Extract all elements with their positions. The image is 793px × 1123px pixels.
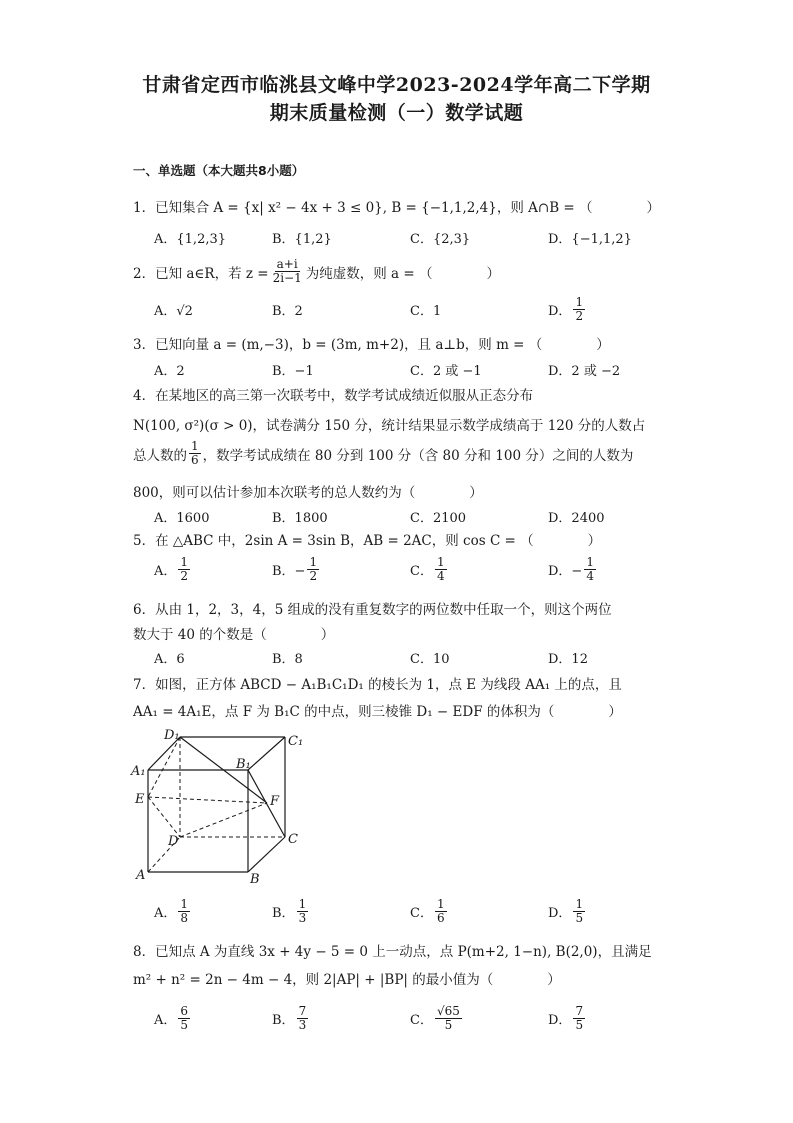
question-6-line2: 数大于 40 的个数是（ ） bbox=[133, 627, 335, 643]
q8-option-d-numerator: 7 bbox=[575, 1004, 584, 1018]
q5-option-d-fraction bbox=[584, 556, 596, 583]
q3-option-d[interactable]: D．2 或 −2 bbox=[548, 364, 621, 379]
question-5-text: 5．在 △ABC 中，2sin A = 3sin B，AB = 2AC，则 cos C = （ ） bbox=[133, 533, 602, 549]
question-1-options bbox=[0, 228, 793, 258]
question-4-line4: 800，则可以估计参加本次联考的总人数约为（ ） bbox=[133, 485, 483, 501]
q2-option-d[interactable] bbox=[548, 296, 587, 323]
q5-option-a-denominator: 2 bbox=[180, 569, 189, 583]
question-7-options bbox=[0, 898, 793, 928]
q3-option-a[interactable]: A．2 bbox=[154, 364, 185, 379]
question-5-options bbox=[0, 556, 793, 586]
q7-option-d-fraction bbox=[573, 898, 585, 925]
label-c: C bbox=[288, 832, 298, 847]
cube-figure bbox=[130, 725, 310, 890]
q1-option-d[interactable]: D．{−1,1,2} bbox=[548, 232, 632, 247]
q5-option-a-numerator: 1 bbox=[180, 555, 189, 569]
q5-option-a-label: A． bbox=[154, 564, 177, 579]
q7-option-b-numerator: 1 bbox=[298, 897, 307, 911]
label-a: A bbox=[136, 868, 146, 883]
q8-option-d-label: D． bbox=[548, 1013, 572, 1028]
q8-option-c-fraction bbox=[435, 1005, 462, 1032]
q8-option-c-label: C． bbox=[410, 1013, 433, 1028]
segment-d-f bbox=[180, 803, 267, 837]
label-b1: B₁ bbox=[236, 757, 251, 772]
q1-option-a[interactable]: A．{1,2,3} bbox=[154, 232, 227, 247]
label-d: D bbox=[168, 834, 179, 849]
segment-e-d bbox=[148, 797, 180, 837]
q5-option-c[interactable] bbox=[410, 556, 449, 583]
question-4-line1: 4．在某地区的高三第一次联考中，数学考试成绩近似服从正态分布 bbox=[133, 388, 534, 404]
q2-option-a[interactable]: A．√2 bbox=[154, 304, 193, 319]
q8-option-d[interactable] bbox=[548, 1005, 587, 1032]
q1-option-b[interactable]: B．{1,2} bbox=[272, 232, 332, 247]
q8-option-a-numerator: 6 bbox=[180, 1004, 189, 1018]
q8-option-b-numerator: 7 bbox=[298, 1004, 307, 1018]
q7-option-d-denominator: 5 bbox=[575, 911, 584, 925]
q2-option-d-label: D． bbox=[548, 304, 572, 319]
q8-option-a[interactable] bbox=[154, 1005, 192, 1032]
section-heading: 一、单选题（本大题共8小题） bbox=[133, 163, 305, 178]
q7-option-a-denominator: 8 bbox=[180, 911, 189, 925]
q7-option-b-fraction bbox=[297, 898, 309, 925]
q3-option-c[interactable]: C．2 或 −1 bbox=[410, 364, 482, 379]
question-1-text: 1．已知集合 A = {x| x² − 4x + 3 ≤ 0}, B = {−1,1,2,4}，则 A∩B = （ ） bbox=[133, 200, 661, 216]
q7-option-a[interactable] bbox=[154, 898, 192, 925]
label-d1: D₁ bbox=[164, 728, 180, 743]
edge-b-c bbox=[248, 837, 285, 872]
q2-option-d-denominator: 2 bbox=[575, 309, 584, 323]
label-c1: C₁ bbox=[288, 734, 304, 749]
q6-option-c[interactable]: C．10 bbox=[410, 652, 450, 667]
question-3-text: 3．已知向量 a = (m,−3)，b = (3m, m+2)，且 a⊥b，则 m = （ ） bbox=[133, 337, 610, 353]
q4-fraction-denominator: 6 bbox=[191, 453, 199, 467]
question-2-options bbox=[0, 295, 793, 330]
q5-option-b-fraction bbox=[307, 556, 319, 583]
q4-fraction bbox=[189, 440, 201, 467]
q4-line3-suffix: ，数学考试成绩在 80 分到 100 分（含 80 分和 100 分）之间的人数为 bbox=[202, 447, 634, 464]
label-b: B bbox=[250, 872, 260, 887]
question-4-line3 bbox=[133, 440, 633, 467]
q2-fraction-numerator: a+i bbox=[276, 257, 298, 271]
q7-option-b[interactable] bbox=[272, 898, 310, 925]
q4-fraction-numerator: 1 bbox=[191, 439, 199, 453]
q2-text-prefix: 2．已知 a∈R，若 z = bbox=[133, 265, 269, 282]
q8-option-b[interactable] bbox=[272, 1005, 310, 1032]
question-7-line1: 7．如图，正方体 ABCD − A₁B₁C₁D₁ 的棱长为 1，点 E 为线段 AA₁ 上的点，且 bbox=[133, 677, 622, 693]
q7-option-c[interactable] bbox=[410, 898, 449, 925]
q8-option-a-label: A． bbox=[154, 1013, 177, 1028]
q8-option-b-label: B． bbox=[272, 1013, 295, 1028]
q5-option-c-numerator: 1 bbox=[436, 555, 445, 569]
edge-b1-c1 bbox=[248, 737, 285, 770]
q7-option-c-numerator: 1 bbox=[436, 897, 445, 911]
q5-option-c-label: C． bbox=[410, 564, 433, 579]
q7-option-a-fraction bbox=[178, 898, 190, 925]
q8-option-d-denominator: 5 bbox=[575, 1018, 584, 1032]
q5-option-d-label: D．− bbox=[548, 564, 583, 579]
q7-option-d[interactable] bbox=[548, 898, 587, 925]
q5-option-d-denominator: 4 bbox=[586, 569, 594, 583]
q5-option-c-fraction bbox=[435, 556, 447, 583]
q8-option-d-fraction bbox=[573, 1005, 585, 1032]
question-8-line2: m² + n² = 2n − 4m − 4，则 2|AP| + |BP| 的最小值为（ ） bbox=[133, 972, 561, 988]
question-7-line2: AA₁ = 4A₁E，点 F 为 B₁C 的中点，则三棱锥 D₁ − EDF 的体积为（ ） bbox=[133, 704, 622, 720]
q7-option-c-fraction bbox=[435, 898, 447, 925]
q5-option-b-label: B．− bbox=[272, 564, 306, 579]
q2-option-c[interactable]: C．1 bbox=[410, 304, 442, 319]
q4-option-c[interactable]: C．2100 bbox=[410, 511, 467, 526]
question-6-line1: 6．从由 1，2，3，4，5 组成的没有重复数字的两位数中任取一个，则这个两位 bbox=[133, 602, 612, 618]
label-f: F bbox=[270, 794, 280, 809]
q8-option-b-fraction bbox=[297, 1005, 309, 1032]
q5-option-a[interactable] bbox=[154, 556, 192, 583]
q7-option-b-denominator: 3 bbox=[298, 911, 307, 925]
q6-option-d[interactable]: D．12 bbox=[548, 652, 588, 667]
question-8-line1: 8．已知点 A 为直线 3x + 4y − 5 = 0 上一动点，点 P(m+2, 1−n), B(2,0)，且满足 bbox=[133, 944, 652, 960]
q5-option-b[interactable] bbox=[272, 556, 321, 583]
q2-option-d-fraction bbox=[573, 296, 585, 323]
question-2-text bbox=[133, 258, 500, 285]
question-4-line2: N(100, σ²)(σ > 0)，试卷满分 150 分，统计结果显示数学成绩高于 120 分的人数占 bbox=[133, 418, 646, 434]
q2-fraction bbox=[271, 258, 304, 285]
q2-fraction-denominator: 2i−1 bbox=[272, 271, 302, 285]
q5-option-d-numerator: 1 bbox=[586, 555, 594, 569]
q7-option-d-numerator: 1 bbox=[575, 897, 584, 911]
q4-option-b[interactable]: B．1800 bbox=[272, 511, 328, 526]
q2-option-d-numerator: 1 bbox=[575, 295, 584, 309]
segment-e-f bbox=[148, 797, 267, 803]
q4-line3-prefix: 总人数的 bbox=[133, 447, 187, 464]
q5-option-c-denominator: 4 bbox=[436, 569, 445, 583]
q8-option-b-denominator: 3 bbox=[298, 1018, 307, 1032]
q7-option-b-label: B． bbox=[272, 906, 295, 921]
q5-option-b-denominator: 2 bbox=[309, 569, 318, 583]
q8-option-a-denominator: 5 bbox=[180, 1018, 189, 1032]
q8-option-c-numerator: √65 bbox=[436, 1004, 460, 1018]
q7-option-a-label: A． bbox=[154, 906, 177, 921]
label-e: E bbox=[135, 792, 145, 807]
q6-option-b[interactable]: B．8 bbox=[272, 652, 303, 667]
q7-option-a-numerator: 1 bbox=[180, 897, 189, 911]
exam-title-line1: 甘肃省定西市临洮县文峰中学2023-2024学年高二下学期 bbox=[142, 74, 651, 96]
exam-title-line2: 期末质量检测（一）数学试题 bbox=[269, 102, 524, 124]
q6-option-a[interactable]: A．6 bbox=[154, 652, 185, 667]
q5-option-a-fraction bbox=[178, 556, 190, 583]
q4-option-d[interactable]: D．2400 bbox=[548, 511, 605, 526]
label-a1: A₁ bbox=[131, 764, 146, 779]
q2-option-b[interactable]: B．2 bbox=[272, 304, 303, 319]
question-8-options bbox=[0, 1005, 793, 1035]
q7-option-d-label: D． bbox=[548, 906, 572, 921]
q8-option-c-denominator: 5 bbox=[444, 1018, 453, 1032]
q5-option-b-numerator: 1 bbox=[309, 555, 318, 569]
q4-option-a[interactable]: A．1600 bbox=[154, 511, 210, 526]
q7-option-c-label: C． bbox=[410, 906, 433, 921]
q5-option-d[interactable] bbox=[548, 556, 598, 583]
q8-option-c[interactable] bbox=[410, 1005, 464, 1032]
q8-option-a-fraction bbox=[178, 1005, 190, 1032]
q7-option-c-denominator: 6 bbox=[436, 911, 445, 925]
q2-text-suffix: 为纯虚数，则 a = （ ） bbox=[305, 265, 500, 282]
q3-option-b[interactable]: B．−1 bbox=[272, 364, 314, 379]
q1-option-c[interactable]: C．{2,3} bbox=[410, 232, 471, 247]
segment-d1-e bbox=[148, 737, 180, 797]
